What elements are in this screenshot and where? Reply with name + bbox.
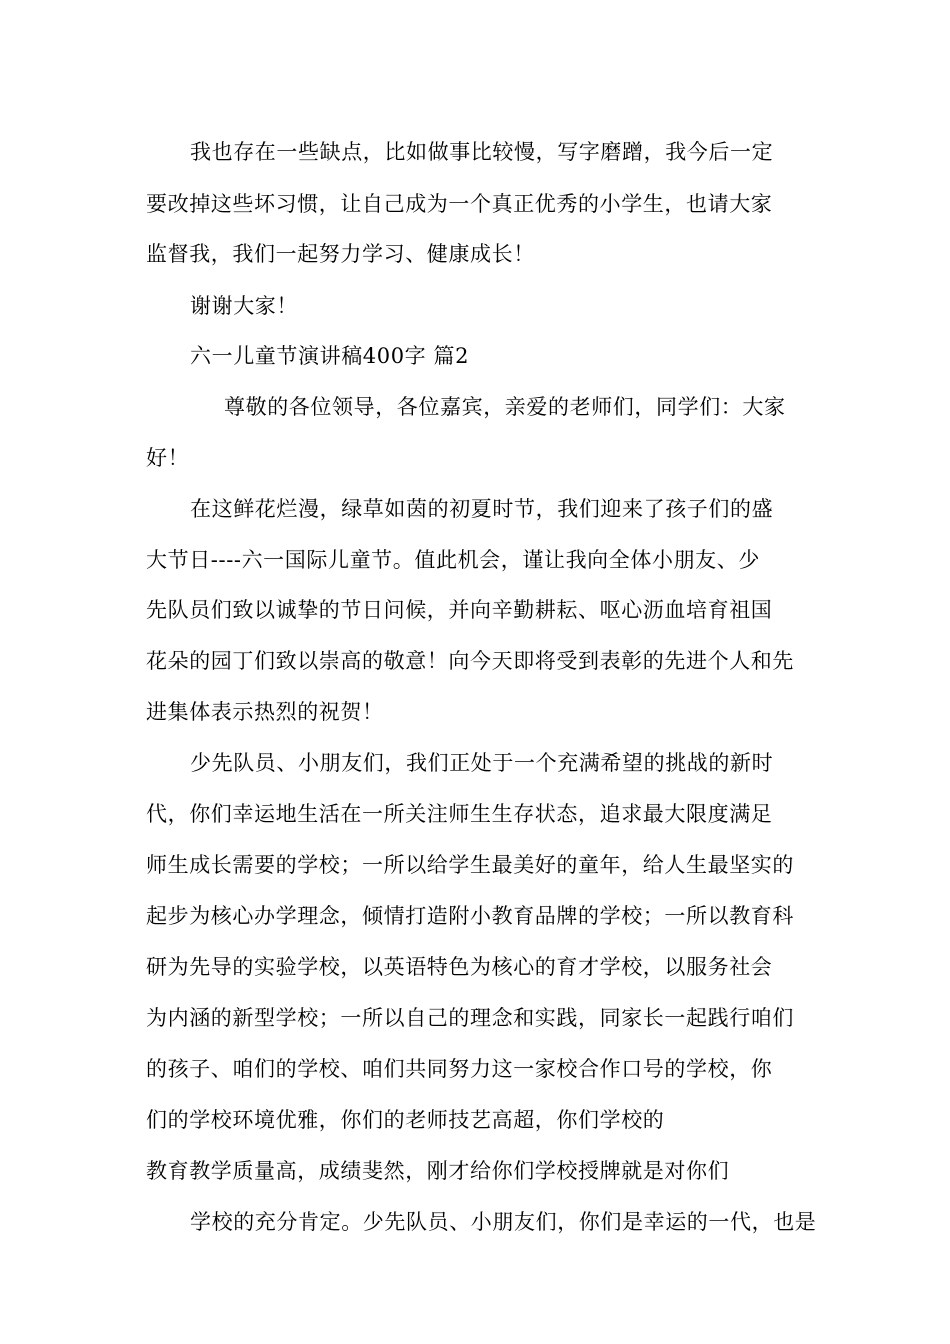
text-line: 教育教学质量高，成绩斐然，刚才给你们学校授牌就是对你们 xyxy=(146,1159,730,1183)
text-line: 花朵的园丁们致以崇高的敬意！向今天即将受到表彰的先进个人和先 xyxy=(146,649,794,673)
text-line: 的孩子、咱们的学校、咱们共同努力这一家校合作口号的学校，你 xyxy=(146,1057,773,1081)
text-line: 要改掉这些坏习惯，让自己成为一个真正优秀的小学生，也请大家 xyxy=(146,192,773,216)
text-line: 我也存在一些缺点，比如做事比较慢，写字磨蹭，我今后一定 xyxy=(190,140,774,164)
text-line: 们的学校环境优雅，你们的老师技艺高超，你们学校的 xyxy=(146,1108,665,1132)
section-heading: 六一儿童节演讲稿400字 篇2 xyxy=(190,344,470,368)
text-line: 进集体表示热烈的祝贺！ xyxy=(146,700,384,724)
text-line: 研为先导的实验学校，以英语特色为核心的育才学校，以服务社会 xyxy=(146,955,773,979)
text-line: 先队员们致以诚挚的节日问候，并向辛勤耕耘、呕心沥血培育祖国 xyxy=(146,598,773,622)
text-line: 尊敬的各位领导，各位嘉宾，亲爱的老师们，同学们：大家 xyxy=(224,395,786,419)
text-line: 师生成长需要的学校；一所以给学生最美好的童年，给人生最坚实的 xyxy=(146,853,794,877)
text-line: 为内涵的新型学校；一所以自己的理念和实践，同家长一起践行咱们 xyxy=(146,1006,794,1030)
text-line: 代，你们幸运地生活在一所关注师生生存状态，追求最大限度满足 xyxy=(146,802,773,826)
text-line: 在这鲜花烂漫，绿草如茵的初夏时节，我们迎来了孩子们的盛 xyxy=(190,497,774,521)
text-line: 好！ xyxy=(146,446,190,470)
text-line: 监督我，我们一起努力学习、健康成长！ xyxy=(146,242,535,266)
text-line: 起步为核心办学理念，倾情打造附小教育品牌的学校；一所以教育科 xyxy=(146,904,794,928)
text-line: 少先队员、小朋友们，我们正处于一个充满希望的挑战的新时 xyxy=(190,751,774,775)
text-line: 学校的充分肯定。少先队员、小朋友们，你们是幸运的一代，也是 xyxy=(190,1210,817,1234)
text-line: 谢谢大家！ xyxy=(190,294,298,318)
text-line: 大节日----六一国际儿童节。值此机会，谨让我向全体小朋友、少 xyxy=(146,548,760,572)
